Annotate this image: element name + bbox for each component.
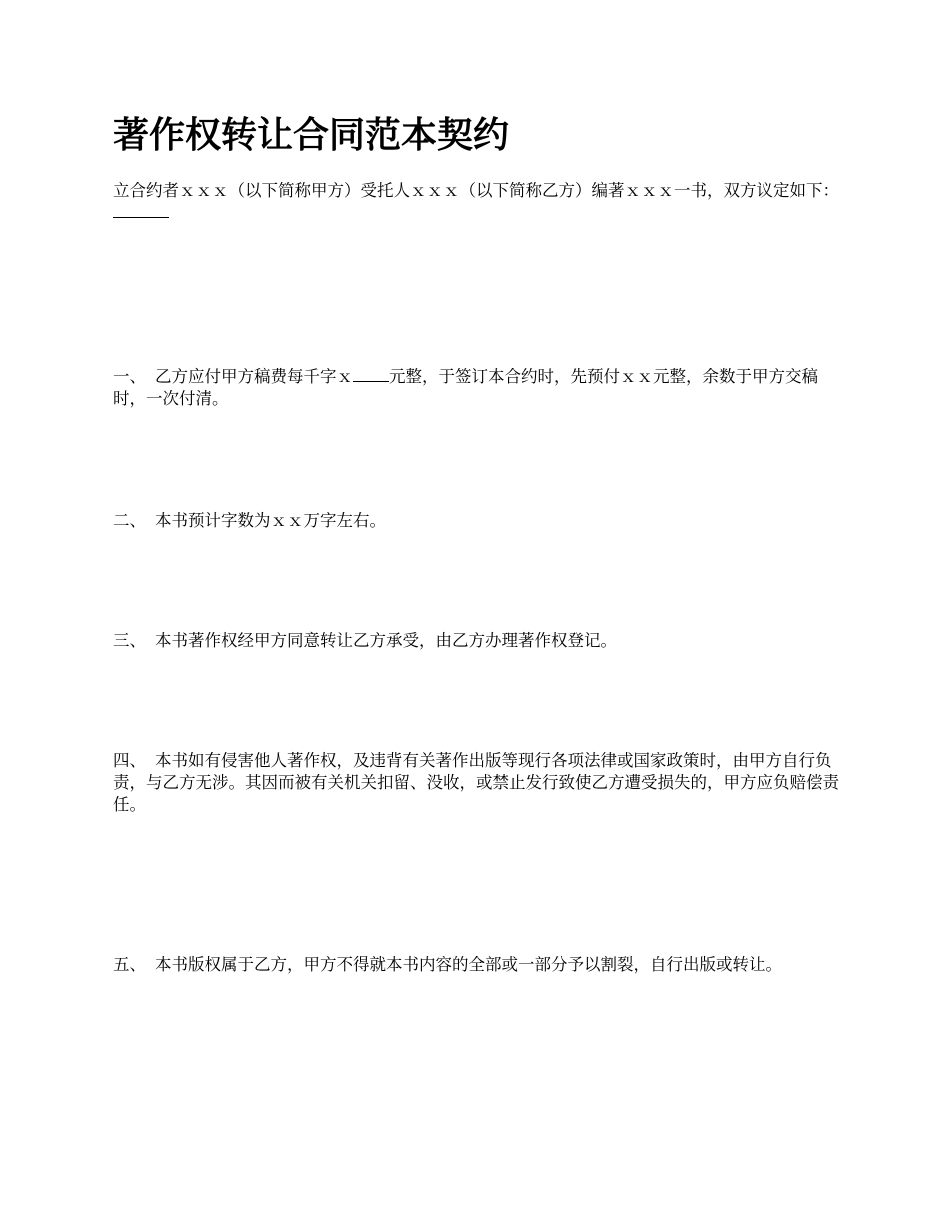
clause-text: 本书版权属于乙方，甲方不得就本书内容的全部或一部分予以割裂，自行出版或转让。 — [155, 955, 782, 974]
intro-text: 立合约者ｘｘｘ（以下简称甲方）受托人ｘｘｘ（以下简称乙方）编著ｘｘｘ一书，双方议定如下： — [113, 181, 839, 200]
clause-1 — [113, 366, 843, 410]
fill-in-blank — [353, 367, 389, 382]
clause-number: 一、 — [113, 367, 146, 386]
clause-number: 三、 — [113, 631, 146, 650]
clause-text-after: 元整，于签订本合约时，先预付ｘｘ元整，余数于甲方交稿时，一次付清。 — [113, 367, 818, 408]
clause-number: 四、 — [113, 751, 146, 770]
document-title: 著作权转让合同范本契约 — [113, 115, 510, 156]
clause-text-before: 乙方应付甲方稿费每千字ｘ — [155, 367, 353, 386]
clause-5 — [113, 954, 843, 976]
clause-3 — [113, 630, 843, 652]
intro-paragraph — [113, 180, 843, 224]
clause-text: 本书著作权经甲方同意转让乙方承受，由乙方办理著作权登记。 — [155, 631, 617, 650]
clause-4 — [113, 750, 843, 816]
clause-text: 本书如有侵害他人著作权，及违背有关著作出版等现行各项法律或国家政策时，由甲方自行负责，与乙方无涉。其因而被有关机关扣留、没收，或禁止发行致使乙方遭受损失的，甲方应负赔偿责任。 — [113, 751, 839, 814]
fill-in-blank — [113, 203, 169, 218]
clause-2 — [113, 510, 843, 532]
clause-text: 本书预计字数为ｘｘ万字左右。 — [155, 511, 386, 530]
clause-number: 五、 — [113, 955, 146, 974]
clause-number: 二、 — [113, 511, 146, 530]
